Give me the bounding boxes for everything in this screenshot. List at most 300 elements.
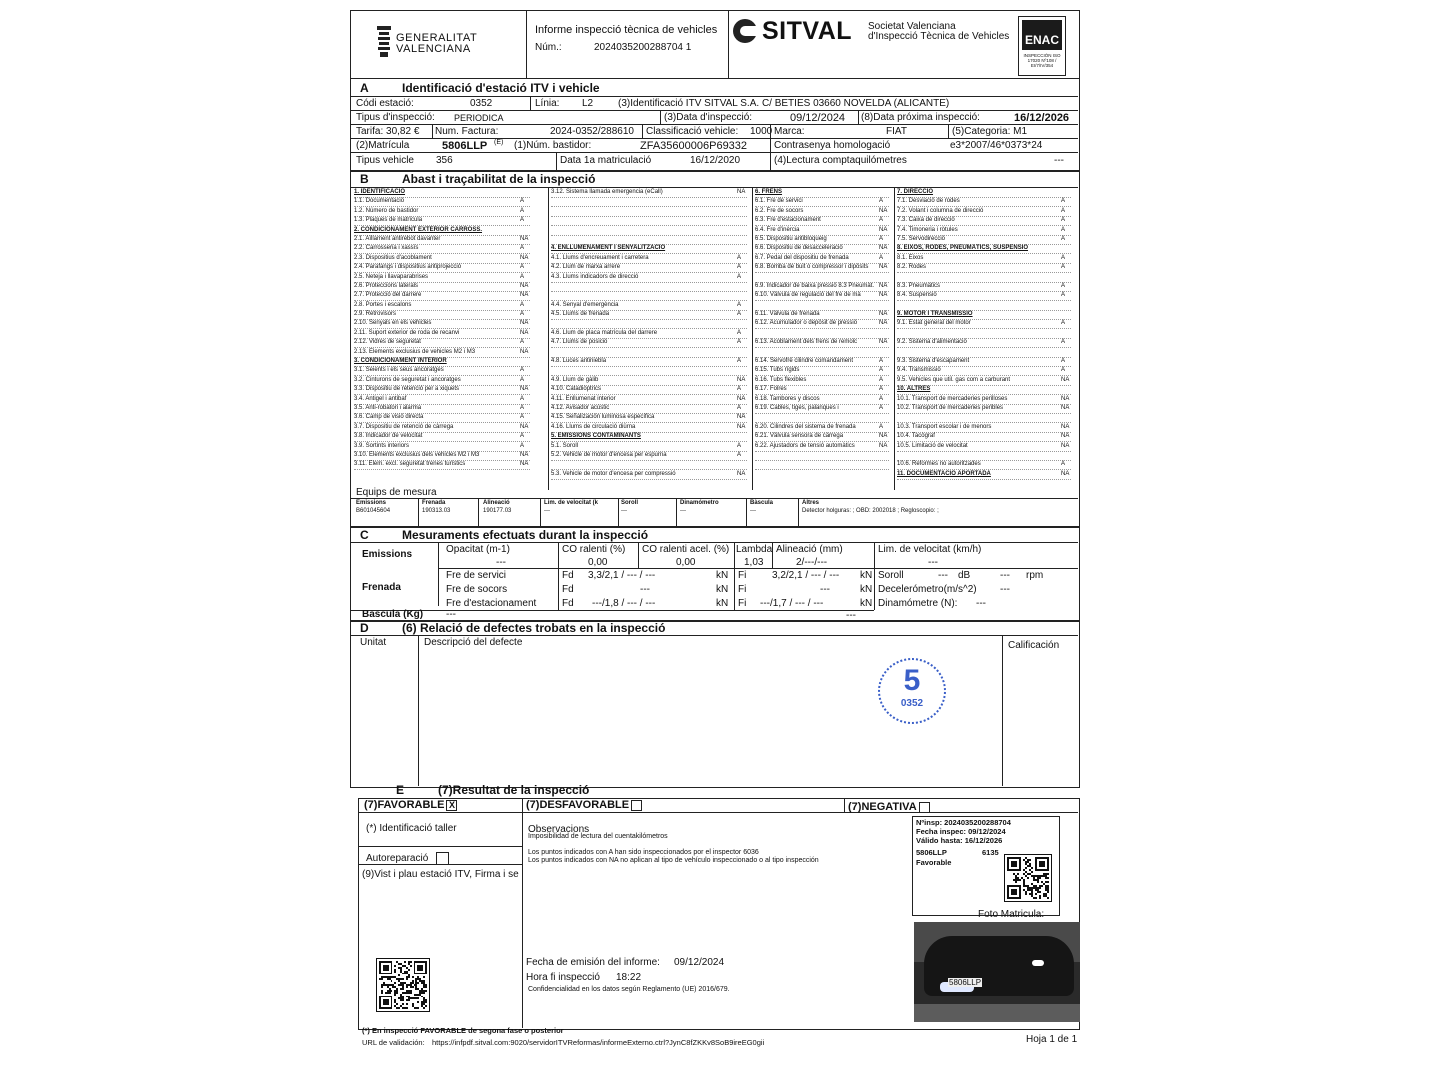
num-factura: 2024-0352/288610 (550, 126, 634, 137)
inspection-item-row (551, 207, 750, 216)
inspection-item-result: NA (520, 423, 529, 430)
inspection-item-row (897, 470, 1075, 479)
inspection-item-row (354, 423, 546, 432)
hora: 18:22 (616, 972, 642, 983)
enac-small-text: INSPECCIÓN ISO 17020 Nº108 / EI/7/IV/354 (1023, 53, 1061, 68)
inspection-item-row (755, 404, 892, 413)
inspection-item-row (897, 338, 1075, 347)
linia: L2 (582, 98, 594, 109)
classificacio: 1000 (750, 126, 773, 137)
validation-url[interactable]: https://infpdf.sitval.com:9020/servidorITVReformas/informeExterno.ctrl?JynC8fZKKv8SoB9ireEG0gii (432, 1038, 765, 1047)
inspection-item-row (897, 404, 1075, 413)
inspection-item-row (755, 197, 892, 206)
inspection-item-row (551, 319, 750, 328)
inspection-item-row (755, 244, 892, 253)
inspection-item-row (354, 273, 546, 282)
marca: FIAT (886, 126, 907, 137)
dinam: --- (976, 598, 986, 609)
section-d-header (350, 621, 1078, 635)
equips-dinamometre: --- (680, 508, 686, 514)
categoria: (5)Categoria: M1 (952, 126, 1028, 137)
inspection-item-result: A (879, 235, 884, 242)
inspection-item-result: NA (879, 292, 888, 299)
inspection-item-label: 2.11. Suport exterior de roda de recanvi (354, 329, 460, 336)
inspection-item-row (755, 413, 892, 422)
inspection-item-result: A (520, 414, 525, 421)
contrasenya-label: Contrasenya homologació (774, 140, 891, 151)
foto-label: Foto Matricula: (978, 909, 1045, 920)
hora-label: Hora fi inspecció (526, 972, 600, 983)
inspection-item-label: 4.8. Luces antiniebla (551, 358, 607, 365)
descripcio-label: Descripció del defecte (424, 637, 523, 648)
dinam-label: Dinamómetre (N): (878, 598, 958, 609)
inspection-item-row (551, 348, 750, 357)
inspection-item-label: 6.14. Servofré cilindre comandament (755, 358, 854, 365)
data-proxima-label: (8)Data próxima inspecció: (861, 112, 980, 123)
inspection-item-result: A (1061, 235, 1066, 242)
inspection-item-result: NA (879, 311, 888, 318)
inspection-item-result: NA (520, 282, 529, 289)
inspection-item-row (354, 216, 546, 225)
lambda: 1,03 (744, 557, 764, 568)
inspection-item-result: A (520, 442, 525, 449)
inspection-item-row (551, 460, 750, 469)
inspection-item-row (897, 366, 1075, 375)
section-letter: A (360, 81, 369, 95)
data-proxima: 16/12/2026 (1014, 112, 1070, 124)
equips-dinamometre-label: Dinamómetro (680, 500, 719, 506)
sticker-qr-code (1004, 854, 1052, 902)
inspection-item-row (551, 376, 750, 385)
inspection-item-label: 2.3. Dispositius d'acoblament (354, 254, 432, 261)
sticker-fecha: Fecha inspec: 09/12/2024 (916, 827, 1006, 836)
inspection-item-label: 10.5. Limitació de velocitat (897, 442, 968, 449)
equips-alineacio-label: Alineació (483, 500, 510, 506)
inspection-item-result: NA (1061, 404, 1070, 411)
inspection-item-label: 2.10. Senyals en els vehicles (354, 320, 432, 327)
inspection-item-row (551, 338, 750, 347)
inspection-item-row (354, 188, 546, 197)
favorable-checkbox[interactable]: X (446, 800, 457, 811)
fre-estac-fi: ---/1,7 / --- / --- (760, 598, 824, 609)
inspection-item-row (551, 470, 750, 479)
inspection-item-result: A (520, 273, 525, 280)
report-number-label: Núm.: (535, 42, 562, 53)
inspection-item-label: 10.1. Transport de mercaderies perilloses (897, 395, 1008, 402)
inspection-item-result: NA (520, 292, 529, 299)
equips-emissions-label: Emissions (356, 500, 387, 506)
inspection-item-row (354, 235, 546, 244)
inspection-item-label: 4. ENLLUMENAMENT I SENYALITZACIÓ (551, 245, 666, 252)
inspection-item-label: 3.10. Elements exclusius dels vehicles M2 i M3 (354, 451, 480, 458)
inspection-item-row (551, 357, 750, 366)
inspection-item-result: A (1061, 282, 1066, 289)
inspection-item-result: A (737, 386, 742, 393)
inspection-item-label: 4.5. Llums de frenada (551, 311, 610, 318)
station-stamp (878, 658, 946, 724)
inspection-item-row (551, 310, 750, 319)
fre-socors-fi: --- (820, 584, 830, 595)
inspection-item-result: A (879, 376, 884, 383)
inspection-item-row (897, 432, 1075, 441)
co-ralenti: 0,00 (588, 557, 608, 568)
inspection-item-row (354, 357, 546, 366)
inspection-item-result: NA (879, 207, 888, 214)
section-title: (7)Resultat de la inspecció (438, 783, 590, 797)
calificacio-label: Calificación (1008, 640, 1060, 651)
inspection-item-result: A (1061, 320, 1066, 327)
inspection-item-row (354, 301, 546, 310)
inspection-item-label: 2.12. Vidres de seguretat (354, 339, 421, 346)
inspection-item-row (551, 216, 750, 225)
inspection-item-row (755, 432, 892, 441)
inspection-item-row (897, 423, 1075, 432)
inspection-item-result: NA (520, 461, 529, 468)
inspection-item-label: 10.6. Reformes no autoritzades (897, 461, 981, 468)
photo-plate: 5806LLP (949, 978, 982, 987)
inspection-item-label: 6.19. Cables, tiges, palanques i (755, 404, 839, 411)
generalitat-logo (374, 26, 394, 58)
inspection-item-label: 3.8. Indicador de velocitat (354, 433, 423, 440)
inspection-item-label: 2.8. Portes i escalons (354, 301, 412, 308)
fre-servici-fd-unit: kN (716, 570, 729, 581)
inspection-item-row (897, 385, 1075, 394)
inspection-item-row (755, 395, 892, 404)
inspection-item-row (354, 413, 546, 422)
inspection-item-result: NA (879, 264, 888, 271)
inspection-item-label: 6.2. Fre de socors (755, 207, 804, 214)
equips-lim-vel: --- (544, 508, 550, 514)
inspection-item-result: A (1061, 217, 1066, 224)
desfavorable-label: (7)DESFAVORABLE (526, 799, 642, 811)
equips-emissions: B601045604 (356, 508, 391, 514)
fre-estac-fd-unit: kN (716, 598, 729, 609)
inspection-item-row (354, 291, 546, 300)
matricula-label: (2)Matrícula (356, 140, 410, 151)
inspection-item-row (551, 432, 750, 441)
inspection-item-result: A (520, 207, 525, 214)
inspection-item-result: NA (737, 189, 746, 195)
inspection-item-label: 10.2. Transport de mercaderies peribles (897, 404, 1004, 411)
inspection-item-row (551, 366, 750, 375)
sticker-result: Favorable (916, 858, 952, 867)
inspection-item-label: 2.1. Aïllament antirebot davanter (354, 235, 441, 242)
inspection-item-label: 9.1. Estat general del motor (897, 320, 971, 327)
inspection-item-result: NA (879, 433, 888, 440)
inspection-item-result: NA (1061, 433, 1070, 440)
inspection-item-row (897, 207, 1075, 216)
tipus-inspeccio-label: Tipus d'inspecció: (356, 112, 435, 123)
inspection-item-result: NA (1061, 470, 1070, 477)
inspection-item-label: 8.2. Rodes (897, 264, 927, 271)
inspection-item-label: 4.10. Catadiòptrics (551, 386, 602, 393)
inspection-item-row (551, 273, 750, 282)
inspection-item-label: 5.3. Vehicle de motor d'encesa per compressió (551, 470, 676, 477)
inspection-item-label: 3.2. Cinturons de seguretat i ancoratges (354, 376, 461, 383)
inspection-item-row (755, 338, 892, 347)
inspection-item-label: 6.12. Acumulador o depòsit de pressió (755, 320, 858, 327)
inspection-item-row (551, 442, 750, 451)
inspection-item-label: 1. IDENTIFICACIÓ (354, 189, 406, 195)
inspection-item-label: 7.4. Timoneria i ròtules (897, 226, 958, 233)
inspection-item-result: A (520, 404, 525, 411)
inspection-item-row (354, 376, 546, 385)
inspection-item-row (354, 338, 546, 347)
report-title: Informe inspecció tècnica de vehicles (535, 24, 718, 36)
inspection-item-result: A (879, 423, 884, 430)
opacitat-label: Opacitat (m-1) (446, 544, 510, 555)
inspection-item-label: 6.7. Pedal del dispositiu de frenada (755, 254, 849, 261)
negativa-label: (7)NEGATIVA (848, 801, 930, 813)
inspection-item-row (354, 385, 546, 394)
inspection-item-result: A (737, 404, 742, 411)
inspection-item-row (897, 310, 1075, 319)
inspection-item-label: 11. DOCUMENTACIÓ APORTADA (897, 470, 991, 477)
inspection-item-label: 2.6. Proteccions laterals (354, 282, 419, 289)
inspection-item-label: 7.5. Servodirecció (897, 235, 946, 242)
inspection-item-row (354, 366, 546, 375)
equips-label: Equips de mesura (356, 487, 437, 498)
fre-socors-fd-label: Fd (562, 584, 574, 595)
inspection-item-row (354, 329, 546, 338)
inspection-item-label: 10. ALTRES (897, 386, 931, 393)
inspection-items-col2 (551, 188, 750, 479)
inspection-item-row (897, 376, 1075, 385)
inspection-item-label: 6. FRENS (755, 189, 783, 195)
unitat-label: Unitat (360, 637, 387, 648)
equips-lim-vel-label: Lim. de velocitat (k (544, 500, 599, 506)
soroll: --- (938, 570, 948, 581)
section-b-header (350, 172, 1078, 186)
inspection-item-result: A (737, 273, 742, 280)
inspection-item-label: 8.4. Suspensió (897, 292, 937, 299)
inspection-item-row (354, 310, 546, 319)
inspection-item-row (897, 395, 1075, 404)
section-c-header (350, 528, 1078, 542)
matricula-country: (E) (494, 139, 504, 146)
inspection-item-label: 2.13. Elements exclusius de vehicles M2 i M3 (354, 348, 476, 355)
inspection-item-result: NA (1061, 376, 1070, 383)
inspection-item-result: A (879, 404, 884, 411)
inspection-item-row (897, 263, 1075, 272)
inspection-item-row (354, 319, 546, 328)
fre-servici-fd-label: Fd (562, 570, 574, 581)
inspection-item-row (755, 460, 892, 469)
inspection-item-label: 3.3. Dispositiu de retenció per a xiquets (354, 386, 460, 393)
inspection-item-result: A (520, 264, 525, 271)
bastidor: ZFA35600006P69332 (640, 140, 748, 152)
inspection-item-result: A (879, 358, 884, 365)
row-divider (897, 479, 1071, 480)
inspection-item-label: 4.4. Senyal d'emergència (551, 301, 619, 308)
decel: --- (1000, 584, 1010, 595)
inspection-item-result: NA (1061, 442, 1070, 449)
inspection-item-label: 6.22. Ajustadors de tensió automàtics (755, 442, 855, 449)
data-inspeccio: 09/12/2024 (790, 112, 846, 124)
emision-label: Fecha de emisión del informe: (526, 957, 660, 968)
section-title: Abast i traçabilitat de la inspecció (402, 172, 596, 186)
inspection-item-row (354, 395, 546, 404)
enac-logo (1018, 16, 1066, 76)
inspection-item-result: A (520, 301, 525, 308)
footnote: (*) En inspecció FAVORABLE de segona fase o posterior (362, 1026, 564, 1035)
co-accel-label: CO ralenti acel. (%) (642, 544, 730, 555)
inspection-item-label: 4.9. Llum de gàlib (551, 376, 599, 383)
inspection-item-row (755, 235, 892, 244)
lectura-label: (4)Lectura comptaquilómetres (774, 155, 907, 166)
inspection-item-label: 6.8. Bomba de buit o compressor i dipòsits (755, 264, 869, 271)
co-ralenti-label: CO ralenti (%) (562, 544, 626, 555)
inspection-item-label: 2.9. Retrovisors (354, 311, 397, 318)
inspection-item-result: A (520, 198, 525, 205)
inspection-report-sheet (350, 10, 1080, 1075)
equips-bascula-label: Bàscula (750, 500, 774, 506)
inspection-item-row (897, 291, 1075, 300)
inspection-item-result: A (520, 395, 525, 402)
lim-vel: --- (928, 557, 938, 568)
inspection-item-label: 6.15. Tubs rígids (755, 367, 800, 374)
inspection-item-label: 6.20. Cilindres del sistema de frenada (755, 423, 856, 430)
tipus-inspeccio: PERIODICA (454, 113, 504, 123)
inspection-item-result: NA (737, 470, 746, 477)
inspection-item-row (897, 357, 1075, 366)
inspection-item-label: 9. MOTOR I TRANSMISSIÓ (897, 311, 973, 318)
inspection-item-label: 3.11. Elem. excl. seguretat trenes turístics (354, 461, 466, 468)
inspection-item-row (551, 188, 750, 197)
favorable-label: (7)FAVORABLE X (364, 799, 457, 811)
observacio-2: Los puntos indicados con A han sido inspeccionados por el inspector 6036 (528, 849, 759, 856)
fre-estac-fd: ---/1,8 / --- / --- (592, 598, 656, 609)
inspection-item-row (755, 310, 892, 319)
gov-name-line1: GENERALITAT (396, 32, 478, 44)
inspection-item-result: A (737, 451, 742, 458)
inspection-item-label: 1.1. Documentació (354, 198, 405, 205)
section-letter: D (360, 621, 369, 635)
inspection-item-result: A (1061, 254, 1066, 261)
inspection-item-result: NA (879, 245, 888, 252)
inspection-item-row (897, 319, 1075, 328)
inspection-item-row (551, 197, 750, 206)
equips-altres-label: Altres (802, 500, 820, 506)
inspection-item-row (897, 451, 1075, 460)
inspection-item-label: 6.6. Dispositiu de desacceleració (755, 245, 843, 252)
section-letter: E (396, 783, 405, 797)
inspection-item-row (551, 301, 750, 310)
inspection-item-label: 9.2. Sistema d'alimentació (897, 339, 967, 346)
section-a-header (350, 81, 1078, 95)
inspection-item-row (755, 282, 892, 291)
inspection-item-label: 9.4. Transmissió (897, 367, 941, 374)
inspection-item-row (897, 216, 1075, 225)
inspection-item-row (551, 244, 750, 253)
inspection-item-label: 5.1. Soroll (551, 442, 579, 449)
inspection-item-label: 7. DIRECCIÓ (897, 189, 934, 195)
inspection-item-result: A (1061, 207, 1066, 214)
contrasenya: e3*2007/46*0373*24 (950, 140, 1043, 151)
section-letter: B (360, 172, 369, 186)
sticker-ninsp: Nºinsp: 2024035200288704 (916, 818, 1011, 827)
inspection-item-row (755, 376, 892, 385)
alineacio-label: Alineació (mm) (776, 544, 843, 555)
inspection-item-label: 10.4. Tacògraf (897, 433, 935, 440)
inspection-item-row (755, 207, 892, 216)
inspection-item-label: 2.2. Carrosseria i xassís (354, 245, 419, 252)
fre-servici-label: Fre de servici (446, 570, 507, 581)
inspection-item-row (897, 442, 1075, 451)
inspection-item-row (551, 404, 750, 413)
desfavorable-checkbox[interactable] (631, 800, 642, 811)
equips-frenada-label: Frenada (422, 500, 446, 506)
inspection-item-row (897, 301, 1075, 310)
inspection-item-result: A (737, 254, 742, 261)
stamp-number: 5 (903, 664, 921, 697)
inspection-items-col3 (755, 188, 892, 470)
fre-socors-fd-unit: kN (716, 584, 729, 595)
inspection-item-result: NA (737, 414, 746, 421)
inspection-item-label: 3.6. Camp de visió directa (354, 414, 424, 421)
inspection-item-result: A (1061, 198, 1066, 205)
equips-soroll: --- (621, 508, 627, 514)
inspection-item-result: NA (737, 376, 746, 383)
page-number: Hoja 1 de 1 (1026, 1034, 1078, 1045)
sticker-code: 6135 (982, 848, 999, 857)
emissions-label: Emissions (362, 549, 413, 560)
equips-bascula: --- (750, 508, 756, 514)
classificacio-label: Classificació vehicle: (646, 126, 739, 137)
inspection-item-row (755, 226, 892, 235)
inspection-item-result: A (737, 329, 742, 336)
inspection-item-result: NA (879, 282, 888, 289)
inspection-item-result: NA (520, 451, 529, 458)
inspection-item-label: 2.5. Neteja i llavaparabrises (354, 273, 429, 280)
inspection-item-row (354, 226, 546, 235)
inspection-item-result: A (520, 433, 525, 440)
inspection-item-label: 8.1. Eixos (897, 254, 924, 261)
inspection-item-label: 7.1. Desviació de rodes (897, 198, 960, 205)
fre-socors-fi-unit: kN (860, 584, 873, 595)
inspection-item-row (897, 460, 1075, 469)
negativa-checkbox[interactable] (919, 802, 930, 813)
inspection-item-row (551, 329, 750, 338)
section-title: Mesuraments efectuats durant la inspecció (402, 528, 649, 542)
inspection-item-label: 2.7. Protecció del darrere (354, 292, 422, 299)
inspection-item-row (897, 244, 1075, 253)
inspection-item-label: 5. EMISSIONS CONTAMINANTS (551, 433, 641, 440)
decel-label: Decelerómetro(m/s^2) (878, 584, 977, 595)
inspection-item-row (354, 197, 546, 206)
inspection-item-label: 4.6. Llum de placa matrícula del darrere (551, 329, 658, 336)
inspection-item-result: A (879, 254, 884, 261)
inspection-item-result: A (1061, 264, 1066, 271)
data-matriculacio-label: Data 1a matriculació (560, 155, 652, 166)
inspection-item-label: 6.18. Tambores y discos (755, 395, 820, 402)
inspection-item-label: 2. CONDICIONAMENT EXTERIOR CARROSS. (354, 226, 483, 233)
emision: 09/12/2024 (674, 957, 725, 968)
section-e-header (350, 783, 1078, 797)
matricula: 5806LLP (442, 140, 488, 152)
lectura: --- (1054, 155, 1064, 166)
inspection-item-result: A (1061, 226, 1066, 233)
inspection-item-label: 6.11. Vàlvula de frenada (755, 311, 820, 318)
fre-socors-fi-label: Fi (738, 584, 747, 595)
inspection-item-row (897, 413, 1075, 422)
tipus-vehicle-label: Tipus vehicle (356, 155, 414, 166)
inspection-item-result: NA (879, 226, 888, 233)
inspection-item-row (354, 404, 546, 413)
inspection-item-result: A (1061, 358, 1066, 365)
inspection-item-row (354, 254, 546, 263)
inspection-item-row (551, 395, 750, 404)
